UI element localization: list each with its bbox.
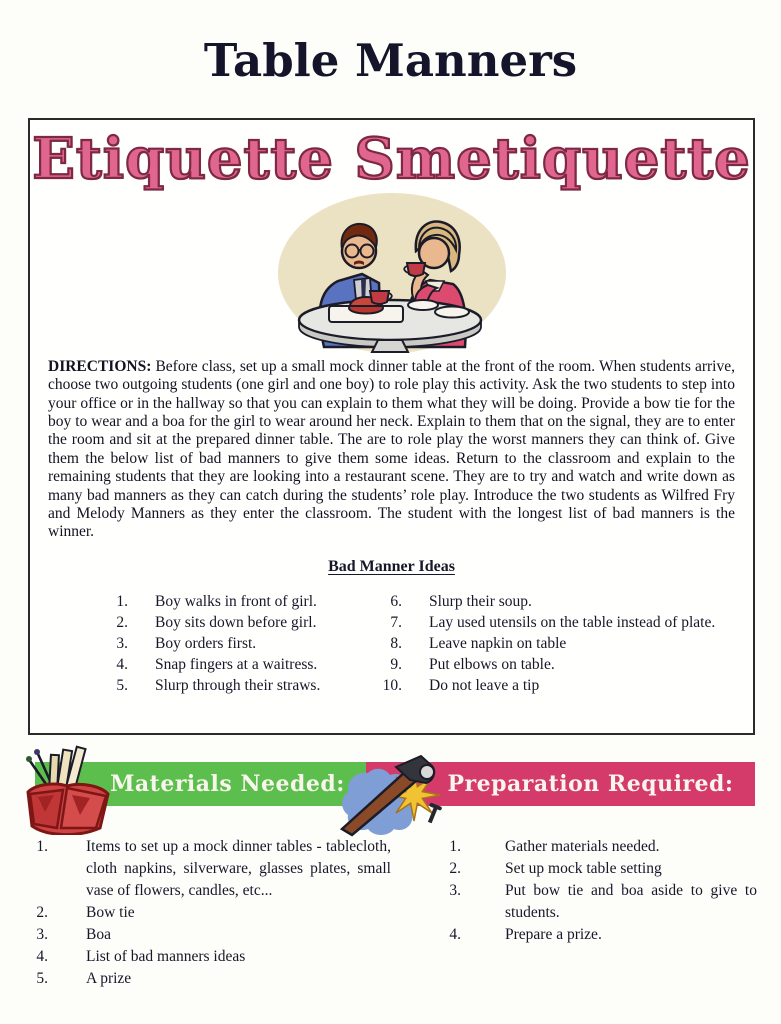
bottom-lists [0, 836, 781, 990]
list-item-text: A prize [86, 970, 132, 987]
list-item-text: Lay used utensils on the table instead of plate. [429, 613, 716, 631]
list-item-number: 4. [449, 926, 461, 943]
list-item-text: Slurp through their straws. [155, 676, 321, 694]
bad-manner-list-col1 [30, 591, 342, 696]
list-item-text: Bow tie [86, 904, 135, 921]
list-item-text: Set up mock table setting [505, 860, 662, 877]
activity-title: Etiquette Smetiquette [32, 126, 751, 192]
list-item-text: List of bad manners ideas [86, 948, 246, 965]
list-item-text: Boy sits down before girl. [155, 613, 317, 631]
list-item [92, 654, 342, 675]
page-title: Table Manners [203, 34, 578, 87]
directions-paragraph [48, 358, 735, 542]
list-item-number: 2. [116, 613, 128, 631]
list-item [92, 591, 342, 612]
list-item-number: 3. [116, 634, 128, 652]
list-item-number: 1. [36, 838, 48, 855]
art-supplies-bag-icon [16, 745, 120, 835]
list-item-number: 10. [382, 676, 402, 694]
section-banners [0, 745, 781, 837]
list-item-text: Items to set up a mock dinner tables - tablecloth, cloth napkins, silverware, glasses plates, small vase of flowers, candles, etc... [86, 838, 391, 899]
list-item [22, 968, 391, 990]
list-item [435, 880, 757, 924]
directions-text: Before class, set up a small mock dinner table at the front of the room. When students arrive, choose two outgoing students (one girl and one boy) to role play this activity. Ask the two students to step into your office or in the hallway so that you can explain to them what they will be doing. Provide a bow tie for the boy to wear and a boa for the girl to wear around her neck. Explain to them that on the signal, they are to enter the room and sit at the prepared dinner table. The are to role play the worst manners they can think of. Give them the below list of bad manners to give them some ideas. Return to the classroom and explain to the remaining students that they are looking into a restaurant scene. They are to try and watch and write down as many bad manners as they can catch during the students’ role play. Introduce the two students as Wilfred Fry and Melody Manners as they enter the classroom. The student with the longest list of bad manners is the winner. [48, 357, 735, 541]
list-item-text: Do not leave a tip [429, 676, 540, 694]
list-item-number: 5. [36, 970, 48, 987]
dining-couple-illustration-svg [266, 189, 518, 354]
list-item [92, 675, 342, 696]
list-item [22, 902, 391, 924]
list-item [92, 633, 342, 654]
list-item-number: 4. [116, 655, 128, 673]
preparation-list [405, 836, 781, 990]
list-item-text: Boy orders first. [155, 634, 257, 652]
list-item-text: Leave napkin on table [429, 634, 567, 652]
list-item-number: 5. [116, 676, 128, 694]
list-item [22, 924, 391, 946]
list-item [92, 612, 342, 633]
preparation-required-heading: Preparation Required: [447, 771, 734, 797]
list-item [435, 924, 757, 946]
list-item-number: 3. [449, 882, 461, 899]
list-item-text: Slurp their soup. [429, 592, 532, 610]
activity-box [28, 118, 755, 735]
list-item-number: 1. [449, 838, 461, 855]
materials-list [0, 836, 405, 990]
list-item [22, 946, 391, 968]
list-item-number: 2. [36, 904, 48, 921]
list-item-number: 1. [116, 592, 128, 610]
bad-manner-list-col2 [342, 591, 753, 696]
materials-needed-heading: Materials Needed: [110, 771, 345, 797]
list-item-text: Boy walks in front of girl. [155, 592, 317, 610]
list-item-number: 9. [390, 655, 402, 673]
list-item-number: 4. [36, 948, 48, 965]
bad-manner-ideas-heading: Bad Manner Ideas [328, 557, 455, 575]
list-item-text: Gather materials needed. [505, 838, 660, 855]
dining-couple-illustration [30, 189, 753, 354]
list-item [435, 858, 757, 880]
list-item-number: 3. [36, 926, 48, 943]
list-item [366, 591, 753, 612]
bad-manner-ideas-lists [30, 591, 753, 696]
list-item-text: Boa [86, 926, 111, 943]
list-item-text: Put bow tie and boa aside to give to students. [505, 882, 757, 921]
list-item-number: 7. [390, 613, 402, 631]
list-item-number: 2. [449, 860, 461, 877]
list-item-text: Snap fingers at a waitress. [155, 655, 318, 673]
list-item [435, 836, 757, 858]
list-item [366, 612, 753, 633]
directions-label: DIRECTIONS: [48, 357, 152, 375]
list-item [22, 836, 391, 902]
list-item-text: Prepare a prize. [505, 926, 602, 943]
list-item [366, 633, 753, 654]
list-item-text: Put elbows on table. [429, 655, 555, 673]
list-item [366, 675, 753, 696]
list-item-number: 6. [390, 592, 402, 610]
list-item-number: 8. [390, 634, 402, 652]
hammer-icon [328, 745, 453, 837]
list-item [366, 654, 753, 675]
